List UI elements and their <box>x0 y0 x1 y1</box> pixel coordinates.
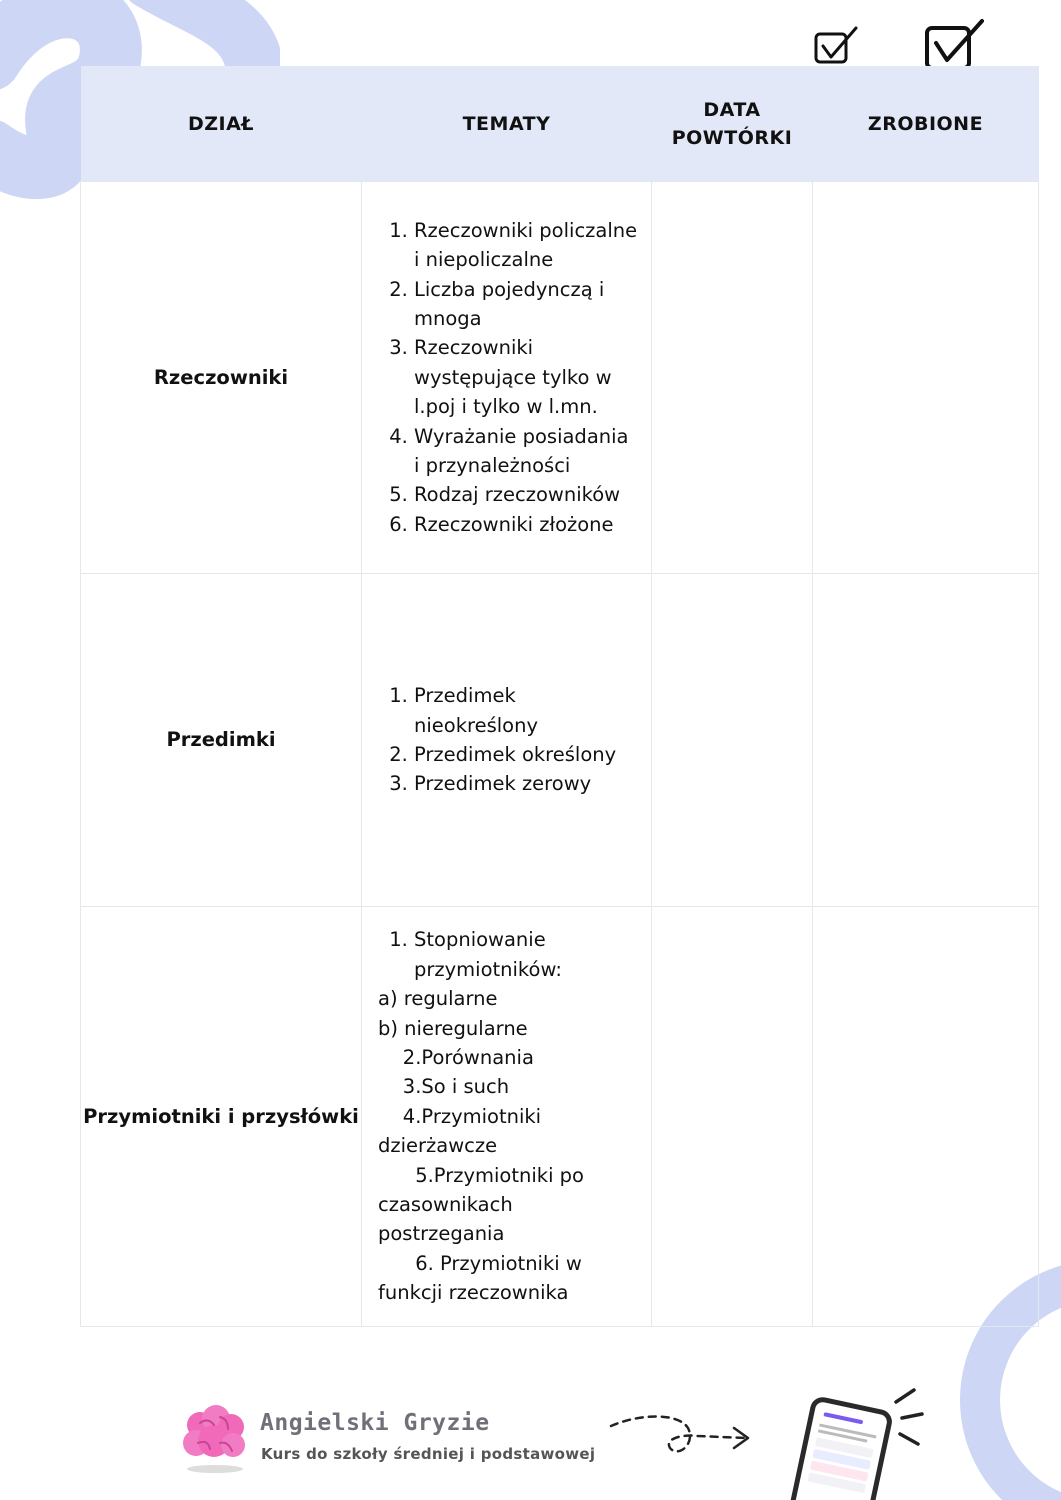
brand-subtitle: Kurs do szkoły średniej i podstawowej <box>261 1445 596 1463</box>
topic-line: 4.Przymiotniki <box>378 1104 542 1128</box>
revision-table <box>80 66 1039 1327</box>
header-topics: TEMATY <box>362 66 652 182</box>
phone-illustration-icon <box>768 1384 928 1500</box>
header-review-date-line1: DATA <box>703 98 761 121</box>
topic-line: dzierżawcze <box>378 1134 498 1158</box>
brain-logo-icon <box>180 1403 250 1475</box>
header-done: ZROBIONE <box>813 66 1039 182</box>
arrow-decoration <box>608 1408 758 1468</box>
topics-cell <box>362 574 652 907</box>
topic-list <box>378 216 639 539</box>
section-cell: Rzeczowniki <box>81 182 362 574</box>
topic-line: 5.Przymiotniki po <box>378 1163 584 1187</box>
topic-list <box>378 925 639 984</box>
checkbox-checked-small-icon <box>812 26 862 68</box>
list-item: 2. Liczba pojedynczą i mnoga <box>414 275 639 334</box>
list-item: 2. Przedimek określony <box>414 740 639 769</box>
review-date-cell[interactable] <box>652 182 813 574</box>
list-item: 1. Przedimek nieokreślony <box>414 681 639 740</box>
topic-line: 2.Porównania <box>378 1045 534 1069</box>
section-cell: Przymiotniki i przysłówki <box>81 907 362 1327</box>
list-item: 4. Wyrażanie posiadania i przynależności <box>414 422 639 481</box>
table-row <box>81 574 1039 907</box>
topic-line: funkcji rzeczownika <box>378 1281 569 1305</box>
table-header-row <box>81 66 1039 182</box>
topic-line: b) nieregularne <box>378 1016 528 1040</box>
review-date-cell[interactable] <box>652 907 813 1327</box>
topic-line: 6. Przymiotniki w <box>378 1251 582 1275</box>
topic-line: a) regularne <box>378 987 498 1011</box>
section-cell: Przedimki <box>81 574 362 907</box>
list-item: 1. Rzeczowniki policzalne i niepoliczalne <box>414 216 639 275</box>
list-item: 5. Rodzaj rzeczowników <box>414 480 639 509</box>
table-row <box>81 182 1039 574</box>
header-review-date <box>652 66 813 182</box>
topic-line: 3.So i such <box>378 1075 510 1099</box>
topics-cell <box>362 907 652 1327</box>
review-date-cell[interactable] <box>652 574 813 907</box>
topics-cell <box>362 182 652 574</box>
brand-name: Angielski Gryzie <box>260 1410 490 1436</box>
header-review-date-line2: POWTÓRKI <box>671 126 793 149</box>
list-item: 6. Rzeczowniki złożone <box>414 510 639 539</box>
done-cell[interactable] <box>813 182 1039 574</box>
done-cell[interactable] <box>813 574 1039 907</box>
done-cell[interactable] <box>813 907 1039 1327</box>
topic-line: czasownikach <box>378 1193 513 1217</box>
table-row <box>81 907 1039 1327</box>
topic-line: postrzegania <box>378 1222 505 1246</box>
header-section: DZIAŁ <box>81 66 362 182</box>
list-item: 1. Stopniowanie przymiotników: <box>414 925 639 984</box>
topic-list <box>378 681 639 799</box>
list-item: 3. Przedimek zerowy <box>414 769 639 798</box>
list-item: 3. Rzeczowniki występujące tylko w l.poj i tylko w l.mn. <box>414 333 639 421</box>
